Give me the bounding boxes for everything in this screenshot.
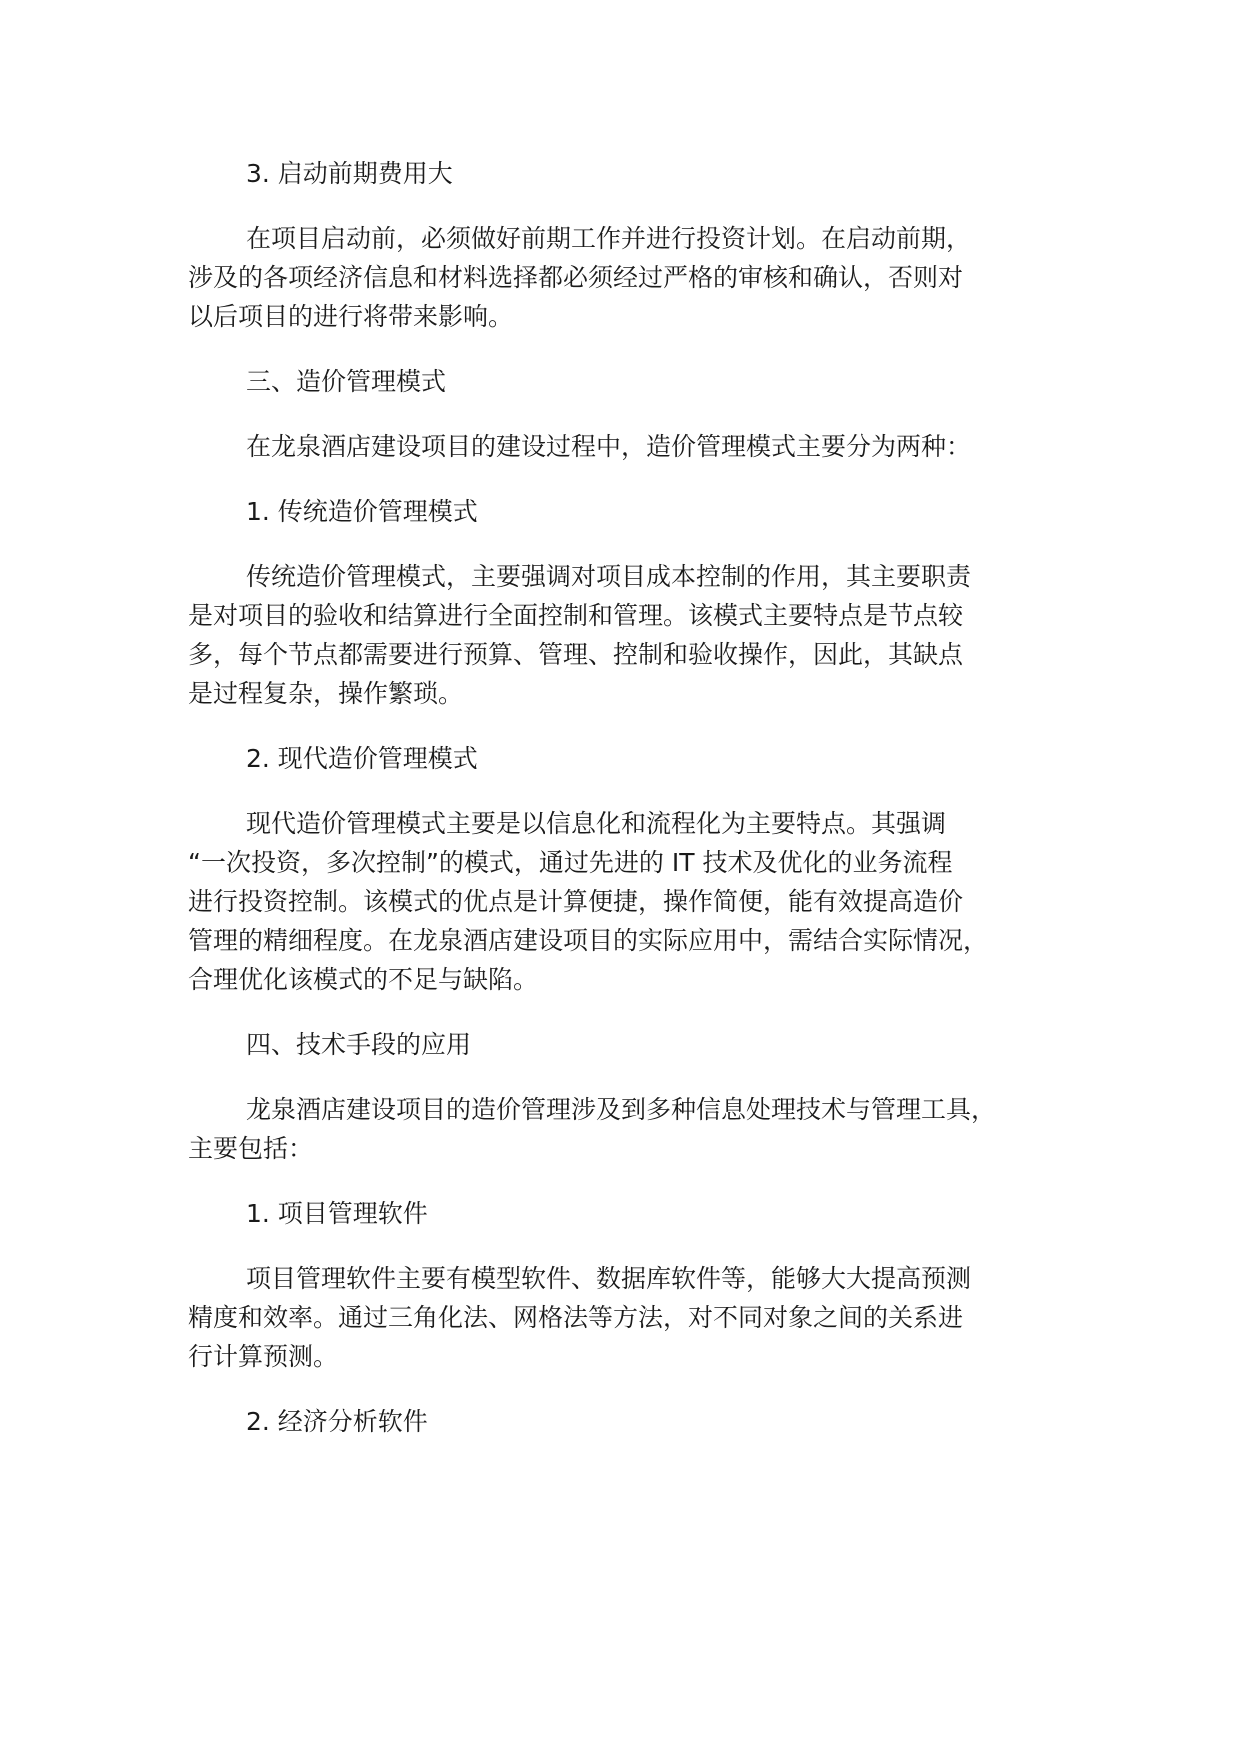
section-heading: 3. 启动前期费用大: [246, 159, 453, 188]
paragraph-line: 现代造价管理模式主要是以信息化和流程化为主要特点。其强调: [246, 809, 947, 838]
paragraph-line: 传统造价管理模式，主要强调对项目成本控制的作用，其主要职责: [246, 562, 972, 591]
paragraph-line: “一次投资，多次控制”的模式，通过先进的 IT 技术及优化的业务流程: [188, 848, 953, 877]
paragraph-line: 管理的精细程度。在龙泉酒店建设项目的实际应用中，需结合实际情况，: [188, 926, 989, 955]
paragraph-line: 项目管理软件主要有模型软件、数据库软件等，能够大大提高预测: [246, 1264, 972, 1293]
paragraph: [188, 1090, 1088, 1168]
section-heading: 四、技术手段的应用: [246, 1030, 472, 1059]
paragraph-line: 精度和效率。通过三角化法、网格法等方法，对不同对象之间的关系进: [188, 1303, 964, 1332]
section-heading: 2. 经济分析软件: [246, 1407, 428, 1436]
section-heading: 2. 现代造价管理模式: [246, 744, 478, 773]
paragraph-line: 合理优化该模式的不足与缺陷。: [188, 965, 539, 994]
paragraph: [188, 1259, 1088, 1376]
document-body: [188, 154, 1088, 1441]
paragraph: [188, 804, 1088, 999]
paragraph-line: 是过程复杂，操作繁琐。: [188, 679, 464, 708]
paragraph-line: 龙泉酒店建设项目的造价管理涉及到多种信息处理技术与管理工具，: [246, 1095, 997, 1124]
paragraph-line: 行计算预测。: [188, 1342, 339, 1371]
section-heading: 1. 传统造价管理模式: [246, 497, 478, 526]
paragraph-line: 多，每个节点都需要进行预算、管理、控制和验收操作，因此，其缺点: [188, 640, 964, 669]
section-heading: 三、造价管理模式: [246, 367, 447, 396]
paragraph: [188, 427, 1088, 466]
paragraph-line: 是对项目的验收和结算进行全面控制和管理。该模式主要特点是节点较: [188, 601, 964, 630]
paragraph-line: 进行投资控制。该模式的优点是计算便捷，操作简便，能有效提高造价: [188, 887, 964, 916]
paragraph-line: 在龙泉酒店建设项目的建设过程中，造价管理模式主要分为两种：: [246, 432, 972, 461]
paragraph: [188, 219, 1088, 336]
paragraph-line: 在项目启动前，必须做好前期工作并进行投资计划。在启动前期，: [246, 224, 972, 253]
section-heading: 1. 项目管理软件: [246, 1199, 428, 1228]
paragraph-line: 主要包括：: [188, 1134, 314, 1163]
paragraph-line: 以后项目的进行将带来影响。: [188, 302, 514, 331]
paragraph: [188, 557, 1088, 713]
paragraph-line: 涉及的各项经济信息和材料选择都必须经过严格的审核和确认，否则对: [188, 263, 964, 292]
